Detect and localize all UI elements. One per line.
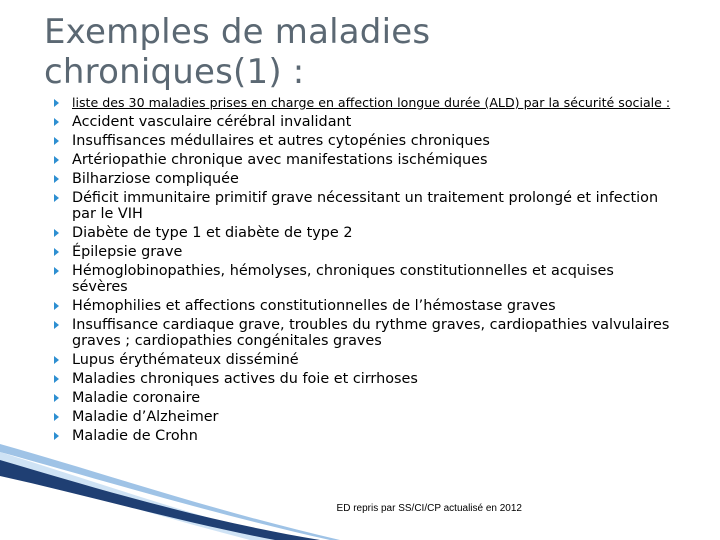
list-item (52, 152, 672, 168)
triangle-bullet-icon (54, 267, 59, 275)
triangle-bullet-icon (54, 321, 59, 329)
triangle-bullet-icon (54, 394, 59, 402)
triangle-bullet-icon (54, 356, 59, 364)
list-item (52, 352, 672, 368)
list-item-text: Lupus érythémateux disséminé (72, 352, 299, 368)
list-item-text: Insuffisance cardiaque grave, troubles du rythme graves, cardiopathies valvulaires graves ; cardiopathies congénitales graves (72, 317, 670, 349)
list-item (52, 225, 672, 241)
list-item (52, 263, 672, 295)
triangle-bullet-icon (54, 99, 59, 107)
list-item (52, 133, 672, 149)
list-item-text: Accident vasculaire cérébral invalidant (72, 114, 352, 130)
list-item (52, 390, 672, 406)
list-item-text: Maladie coronaire (72, 390, 201, 406)
triangle-bullet-icon (54, 432, 59, 440)
list-item (52, 428, 672, 444)
list-item-text: Artériopathie chronique avec manifestations ischémiques (72, 152, 488, 168)
slide-title: Exemples de maladies chroniques(1) : (44, 12, 431, 92)
list-item (52, 298, 672, 314)
list-item-text: liste des 30 maladies prises en charge en affection longue durée (ALD) par la sécurité sociale : (72, 95, 671, 110)
triangle-bullet-icon (54, 156, 59, 164)
list-item (52, 371, 672, 387)
list-item-text: Maladie d’Alzheimer (72, 409, 219, 425)
list-item (52, 244, 672, 260)
triangle-bullet-icon (54, 229, 59, 237)
list-item-text: Insuffisances médullaires et autres cytopénies chroniques (72, 133, 490, 149)
footer-note: ED repris par SS/CI/CP actualisé en 2012 (336, 503, 522, 514)
triangle-bullet-icon (54, 175, 59, 183)
disease-bullet-list (52, 96, 672, 447)
list-item (52, 171, 672, 187)
list-item (52, 96, 672, 110)
triangle-bullet-icon (54, 137, 59, 145)
list-item (52, 317, 672, 349)
list-item-text: Hémoglobinopathies, hémolyses, chroniques constitutionnelles et acquises sévères (72, 263, 614, 295)
decorative-swoosh (0, 440, 720, 540)
list-item-text: Déficit immunitaire primitif grave nécessitant un traitement prolongé et infection par le VIH (72, 190, 659, 222)
list-item (52, 409, 672, 425)
list-item-text: Maladie de Crohn (72, 428, 198, 444)
triangle-bullet-icon (54, 375, 59, 383)
list-item-text: Maladies chroniques actives du foie et cirrhoses (72, 371, 418, 387)
triangle-bullet-icon (54, 248, 59, 256)
list-item-text: Épilepsie grave (72, 244, 183, 260)
list-item (52, 190, 672, 222)
triangle-bullet-icon (54, 302, 59, 310)
triangle-bullet-icon (54, 194, 59, 202)
list-item (52, 114, 672, 130)
list-item-text: Hémophilies et affections constitutionnelles de l’hémostase graves (72, 298, 556, 314)
list-item-text: Bilharziose compliquée (72, 171, 239, 187)
triangle-bullet-icon (54, 118, 59, 126)
triangle-bullet-icon (54, 413, 59, 421)
list-item-text: Diabète de type 1 et diabète de type 2 (72, 225, 353, 241)
